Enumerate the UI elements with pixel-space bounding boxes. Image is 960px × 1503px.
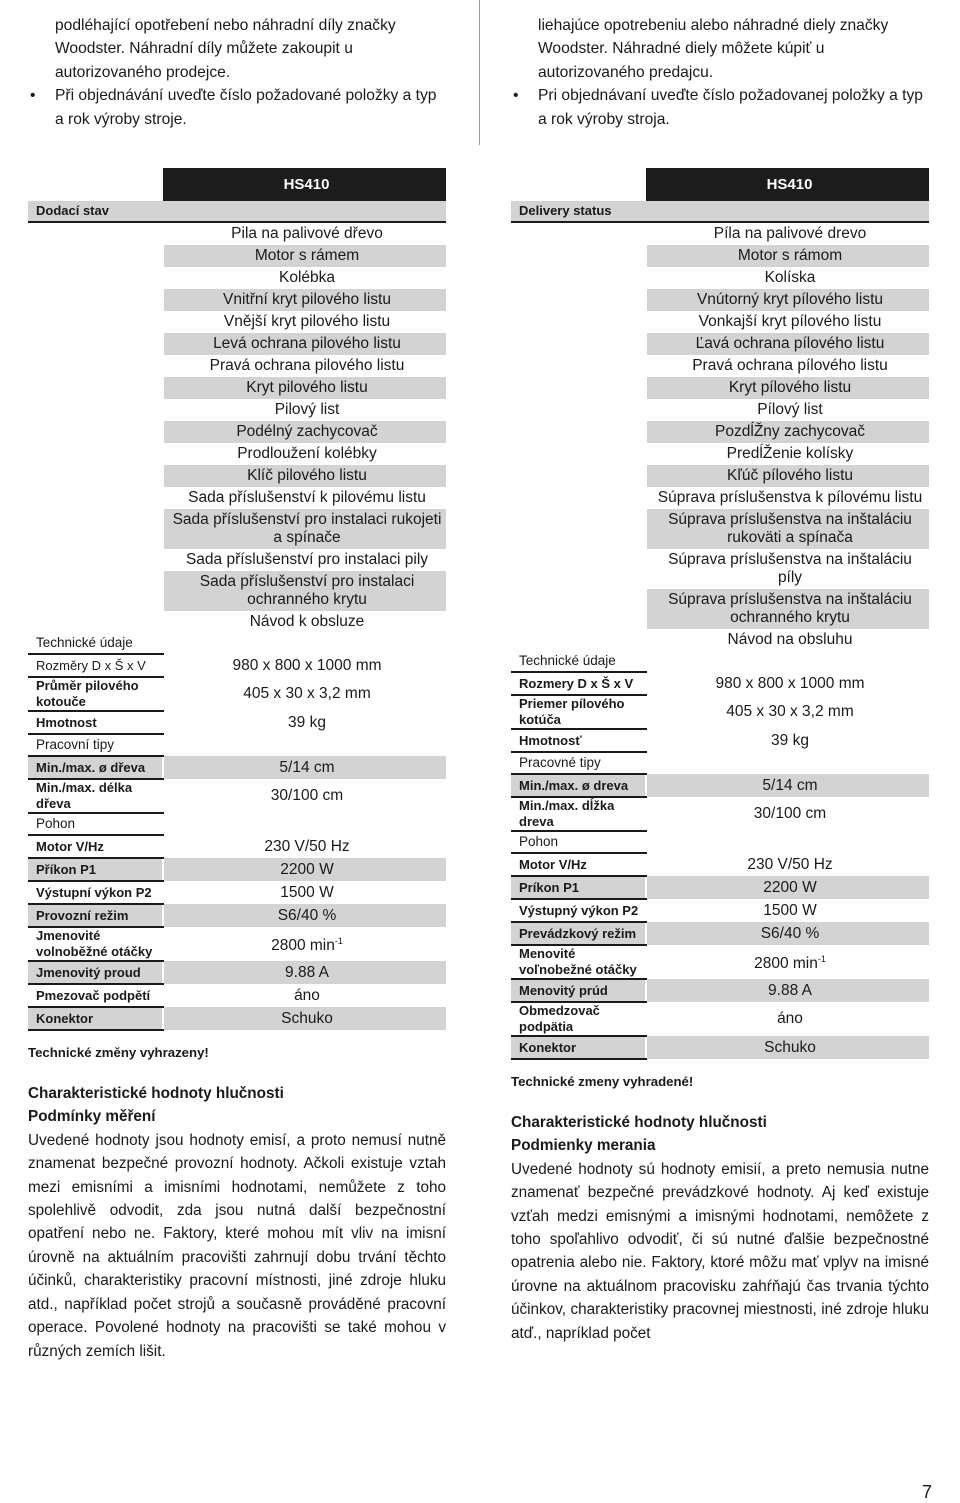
drive-label-value-spacer	[646, 831, 929, 853]
spec-table	[28, 168, 446, 1031]
delivery-item-row	[28, 421, 446, 443]
spec-table	[511, 168, 929, 1060]
spec-row	[511, 774, 929, 797]
delivery-spacer	[28, 289, 163, 311]
delivery-item: Podélný zachycovač	[163, 421, 446, 443]
delivery-item-row	[511, 245, 929, 267]
delivery-item: Návod na obsluhu	[646, 629, 929, 651]
table-header-row	[28, 168, 446, 201]
left-column	[28, 0, 446, 1363]
delivery-spacer	[511, 589, 646, 629]
spec-row	[28, 779, 446, 813]
delivery-item-row	[511, 222, 929, 245]
spec-value	[163, 711, 446, 734]
delivery-item: PozdĺŽny zachycovač	[646, 421, 929, 443]
delivery-item: Kolébka	[163, 267, 446, 289]
tech-label-row	[28, 633, 446, 654]
spec-label: Výstupní výkon P2	[28, 881, 163, 904]
delivery-item: Návod k obsluze	[163, 611, 446, 633]
delivery-item-row	[511, 377, 929, 399]
delivery-item-row	[28, 377, 446, 399]
delivery-item: Píla na palivové drevo	[646, 222, 929, 245]
delivery-item-row	[28, 487, 446, 509]
spec-value	[646, 729, 929, 752]
spec-label: Min./max. ø dřeva	[28, 756, 163, 779]
spec-value	[163, 927, 446, 961]
delivery-spacer	[28, 399, 163, 421]
delivery-item: PredĺŽenie kolísky	[646, 443, 929, 465]
spec-label: Konektor	[511, 1036, 646, 1059]
spec-value	[163, 835, 446, 858]
spec-value-text: 39 kg	[771, 731, 809, 749]
spec-row	[28, 711, 446, 734]
spec-value-text: 39 kg	[288, 713, 326, 731]
spec-value-text: 405 x 30 x 3,2 mm	[243, 685, 371, 703]
spec-label: Pmezovač podpětí	[28, 984, 163, 1007]
page-number: 7	[921, 1482, 932, 1502]
delivery-item: Vnitřní kryt pilového listu	[163, 289, 446, 311]
delivery-item-row	[28, 611, 446, 633]
delivery-item: Pila na palivové dřevo	[163, 222, 446, 245]
spec-row	[511, 853, 929, 876]
spec-label: Prevádzkový režim	[511, 922, 646, 945]
spec-label: Průměr pilového kotouče	[28, 677, 163, 711]
spec-label: Rozměry D x Š x V	[28, 654, 163, 677]
delivery-item-row	[511, 487, 929, 509]
section-subheading: Podmienky merania	[511, 1137, 656, 1155]
spec-value-sup: -1	[817, 954, 826, 965]
delivery-item: Motor s rámom	[646, 245, 929, 267]
spec-value	[646, 1036, 929, 1059]
spec-label: Príkon P1	[511, 876, 646, 899]
spec-value-text: 2200 W	[763, 878, 817, 896]
delivery-spacer	[511, 487, 646, 509]
spec-row	[28, 1007, 446, 1030]
spec-value	[646, 853, 929, 876]
drive-label-row	[28, 813, 446, 835]
drive-label-value-spacer	[163, 813, 446, 835]
delivery-item-row	[28, 245, 446, 267]
delivery-item-row	[511, 443, 929, 465]
delivery-item-row	[28, 443, 446, 465]
intro-continuation: liehajúce opotrebeniu alebo náhradné diely značky Woodster. Náhradné diely môžete kúpiť u autorizovaného predajcu.	[538, 17, 889, 81]
section-body: Uvedené hodnoty sú hodnoty emisií, a preto nemusia nutne znamenať bezpečné prevádzkové hodnoty. Aj keď existuje vzťah medzi emisnými a imisnými hodnotami, nemôžete z toho spoľahlivo odvodiť, či sú nutné ďalšie bezpečnostné opatrenia alebo nie. Faktory, ktoré môžu mať vplyv na imisné úrovne na aktuálnom pracovisku zahŕňajú čas trvania týchto účinkov, charakteristiky pracovnej miestnosti, iné zdroje hluku atď., napríklad počet	[511, 1160, 929, 1342]
spec-value-text: 230 V/50 Hz	[747, 855, 833, 873]
delivery-spacer	[511, 629, 646, 651]
spec-row	[511, 797, 929, 831]
delivery-spacer	[28, 377, 163, 399]
spec-row	[28, 677, 446, 711]
spec-row	[28, 756, 446, 779]
section-subheading: Podmínky měření	[28, 1108, 156, 1126]
delivery-item: Ľavá ochrana pílového listu	[646, 333, 929, 355]
delivery-item-row	[28, 549, 446, 571]
work-label-value-spacer	[163, 734, 446, 756]
spec-value	[163, 984, 446, 1007]
tech-label-row	[511, 651, 929, 672]
delivery-item: Súprava príslušenstva na inštaláciu píly	[646, 549, 929, 589]
spec-label: Příkon P1	[28, 858, 163, 881]
spec-value-text: 30/100 cm	[753, 805, 827, 823]
spec-row	[28, 927, 446, 961]
delivery-item-row	[28, 355, 446, 377]
delivery-spacer	[28, 333, 163, 355]
spec-value	[646, 774, 929, 797]
spec-label: Provozní režim	[28, 904, 163, 927]
work-label-row	[511, 752, 929, 774]
spec-value	[646, 979, 929, 1002]
delivery-item: Levá ochrana pilového listu	[163, 333, 446, 355]
section-heading: Charakteristické hodnoty hlučnosti	[28, 1085, 284, 1103]
drive-label: Pohon	[28, 813, 163, 835]
delivery-spacer	[511, 267, 646, 289]
delivery-spacer	[28, 311, 163, 333]
column-divider	[479, 0, 480, 145]
spec-row	[28, 881, 446, 904]
intro-text	[28, 0, 446, 131]
delivery-item-row	[511, 311, 929, 333]
delivery-item-row	[511, 399, 929, 421]
spec-label: Min./max. dĺžka dreva	[511, 797, 646, 831]
delivery-item: Pravá ochrana pilového listu	[163, 355, 446, 377]
spec-value-text: 980 x 800 x 1000 mm	[232, 656, 382, 674]
spec-value	[646, 922, 929, 945]
spec-value	[163, 881, 446, 904]
delivery-item: Kolíska	[646, 267, 929, 289]
delivery-spacer	[511, 245, 646, 267]
spec-value	[163, 961, 446, 984]
spec-row	[511, 1036, 929, 1059]
delivery-spacer	[28, 465, 163, 487]
delivery-spacer	[28, 355, 163, 377]
delivery-item: Súprava príslušenstva na inštaláciu rukoväti a spínača	[646, 509, 929, 549]
spec-value	[163, 904, 446, 927]
spec-value-text: 980 x 800 x 1000 mm	[715, 674, 865, 692]
intro-bullet: • Pri objednávaní uveďte číslo požadovanej položky a typ a rok výroby stroja.	[511, 84, 929, 131]
delivery-spacer	[511, 311, 646, 333]
delivery-item: Sada příslušenství k pilovému listu	[163, 487, 446, 509]
delivery-item-row	[511, 267, 929, 289]
delivery-item: Vnútorný kryt pílového listu	[646, 289, 929, 311]
delivery-header-row	[511, 201, 929, 222]
spec-value	[646, 695, 929, 729]
delivery-item: Sada příslušenství pro instalaci rukojeti a spínače	[163, 509, 446, 549]
drive-label: Pohon	[511, 831, 646, 853]
delivery-item: Kľúč pílového listu	[646, 465, 929, 487]
delivery-spacer	[511, 443, 646, 465]
delivery-spacer	[511, 355, 646, 377]
delivery-spacer	[511, 289, 646, 311]
spec-row	[511, 1002, 929, 1036]
spec-label: Jmenovitý proud	[28, 961, 163, 984]
spec-value	[646, 876, 929, 899]
spec-row	[28, 961, 446, 984]
spec-label: Obmedzovač podpätia	[511, 1002, 646, 1036]
delivery-label: Delivery status	[511, 201, 929, 222]
delivery-item-row	[28, 465, 446, 487]
header-spacer	[28, 168, 163, 201]
spec-value	[163, 1007, 446, 1030]
delivery-item: Vonkajší kryt pílového listu	[646, 311, 929, 333]
spec-value-text: 2800 min	[754, 955, 818, 973]
section-heading: Charakteristické hodnoty hlučnosti	[511, 1114, 767, 1132]
spec-label: Priemer pílového kotúča	[511, 695, 646, 729]
delivery-spacer	[28, 571, 163, 611]
delivery-item-row	[511, 333, 929, 355]
spec-value	[163, 677, 446, 711]
delivery-item: Pravá ochrana pílového listu	[646, 355, 929, 377]
noise-section	[28, 1082, 446, 1363]
delivery-label: Dodací stav	[28, 201, 446, 222]
delivery-item-row	[511, 355, 929, 377]
delivery-spacer	[28, 487, 163, 509]
delivery-item-row	[28, 333, 446, 355]
delivery-item: Kryt pílového listu	[646, 377, 929, 399]
spec-value-text: 230 V/50 Hz	[264, 837, 350, 855]
delivery-spacer	[28, 509, 163, 549]
delivery-spacer	[511, 549, 646, 589]
spec-label: Motor V/Hz	[511, 853, 646, 876]
delivery-item-row	[28, 399, 446, 421]
delivery-spacer	[511, 465, 646, 487]
delivery-spacer	[511, 399, 646, 421]
delivery-item: Kryt pilového listu	[163, 377, 446, 399]
spec-value-text: 405 x 30 x 3,2 mm	[726, 703, 854, 721]
tech-label: Technické údaje	[511, 651, 646, 672]
delivery-spacer	[28, 222, 163, 245]
delivery-item-row	[511, 289, 929, 311]
delivery-item-row	[511, 421, 929, 443]
spec-value-text: 30/100 cm	[270, 787, 344, 805]
spec-value-text: Schuko	[281, 1009, 333, 1027]
spec-row	[28, 904, 446, 927]
section-body: Uvedené hodnoty jsou hodnoty emisí, a proto nemusí nutně znamenat bezpečné provozní hodnoty. Ačkoli existuje vztah mezi emisními a imisními hodnotami, nemůžete z toho spolehlivě odvodit, zda jsou nutná další bezpečnostní opatření nebo ne. Faktory, které mohou mít vliv na imisní úrovně na aktuálním pracovišti zahrnují dobu trvání těchto účinků, charakteristiky pracovní místnosti, jiné zdroje hluku atd., například počet strojů a současně prováděné pracovní operace. Povolené hodnoty na pracovišti se také mohou v různých zemích lišit.	[28, 1131, 446, 1360]
delivery-item-row	[511, 509, 929, 549]
spec-row	[511, 945, 929, 979]
spec-value	[646, 797, 929, 831]
delivery-item: Vnější kryt pilového listu	[163, 311, 446, 333]
spec-label: Menovité voľnobežné otáčky	[511, 945, 646, 979]
spec-value-text: 1500 W	[280, 883, 334, 901]
spec-value-text: 1500 W	[763, 901, 817, 919]
delivery-item-row	[28, 289, 446, 311]
spec-label: Min./max. délka dřeva	[28, 779, 163, 813]
intro-continuation: podléhající opotřebení nebo náhradní díly značky Woodster. Náhradní díly můžete zakoupit u autorizovaného prodejce.	[55, 17, 396, 81]
spec-value	[163, 654, 446, 677]
delivery-item-row	[511, 589, 929, 629]
spec-value	[163, 756, 446, 779]
noise-section	[511, 1111, 929, 1345]
delivery-item: Sada příslušenství pro instalaci ochranného krytu	[163, 571, 446, 611]
delivery-spacer	[28, 267, 163, 289]
delivery-item: Motor s rámem	[163, 245, 446, 267]
delivery-header-row	[28, 201, 446, 222]
spec-row	[28, 858, 446, 881]
spec-row	[28, 984, 446, 1007]
delivery-item-row	[28, 222, 446, 245]
delivery-item: Pílový list	[646, 399, 929, 421]
spec-value-text: 5/14 cm	[279, 758, 335, 776]
spec-value	[163, 779, 446, 813]
delivery-item: Pilový list	[163, 399, 446, 421]
spec-value	[163, 858, 446, 881]
spec-value-sup: -1	[334, 936, 343, 947]
work-label: Pracovné tipy	[511, 752, 646, 774]
right-column	[511, 0, 929, 1345]
spec-label: Hmotnost	[28, 711, 163, 734]
table-header-row	[511, 168, 929, 201]
spec-label: Hmotnosť	[511, 729, 646, 752]
delivery-item: Klíč pilového listu	[163, 465, 446, 487]
table-model: HS410	[646, 168, 929, 201]
technical-note: Technické zmeny vyhradené!	[511, 1074, 694, 1090]
spec-row	[511, 899, 929, 922]
spec-row	[511, 876, 929, 899]
drive-label-row	[511, 831, 929, 853]
spec-row	[28, 654, 446, 677]
spec-label: Rozmery D x Š x V	[511, 672, 646, 695]
spec-row	[511, 695, 929, 729]
spec-value-text: 5/14 cm	[762, 776, 818, 794]
tech-label-value-spacer	[163, 633, 446, 654]
delivery-item-row	[511, 549, 929, 589]
spec-label: Min./max. ø dreva	[511, 774, 646, 797]
spec-label: Výstupný výkon P2	[511, 899, 646, 922]
table-model: HS410	[163, 168, 446, 201]
delivery-item: Sada příslušenství pro instalaci pily	[163, 549, 446, 571]
spec-label: Konektor	[28, 1007, 163, 1030]
spec-row	[511, 729, 929, 752]
spec-value-text: áno	[294, 986, 320, 1004]
spec-value	[646, 899, 929, 922]
delivery-spacer	[28, 421, 163, 443]
delivery-item-row	[511, 465, 929, 487]
spec-value-text: áno	[777, 1010, 803, 1028]
delivery-item: Súprava príslušenstva k pílovému listu	[646, 487, 929, 509]
spec-value-text: S6/40 %	[760, 924, 820, 942]
delivery-spacer	[511, 509, 646, 549]
delivery-item-row	[28, 509, 446, 549]
tech-label: Technické údaje	[28, 633, 163, 654]
technical-note: Technické změny vyhrazeny!	[28, 1045, 209, 1061]
spec-label: Jmenovité volnoběžné otáčky	[28, 927, 163, 961]
spec-row	[511, 922, 929, 945]
spec-value	[646, 1002, 929, 1036]
delivery-item: Prodloužení kolébky	[163, 443, 446, 465]
spec-value-text: 2200 W	[280, 860, 334, 878]
delivery-spacer	[511, 333, 646, 355]
spec-label: Menovitý prúd	[511, 979, 646, 1002]
work-label: Pracovní tipy	[28, 734, 163, 756]
delivery-spacer	[28, 443, 163, 465]
delivery-item: Súprava príslušenstva na inštaláciu ochranného krytu	[646, 589, 929, 629]
work-label-value-spacer	[646, 752, 929, 774]
spec-label: Motor V/Hz	[28, 835, 163, 858]
delivery-item-row	[511, 629, 929, 651]
spec-value-text: 9.88 A	[768, 981, 812, 999]
spec-value-text: 9.88 A	[285, 963, 329, 981]
spec-value	[646, 945, 929, 979]
intro-text	[511, 0, 929, 131]
header-spacer	[511, 168, 646, 201]
spec-row	[28, 835, 446, 858]
spec-row	[511, 672, 929, 695]
delivery-spacer	[28, 245, 163, 267]
spec-value-text: Schuko	[764, 1038, 816, 1056]
work-label-row	[28, 734, 446, 756]
delivery-spacer	[28, 611, 163, 633]
spec-value-text: S6/40 %	[277, 906, 337, 924]
spec-value	[646, 672, 929, 695]
spec-row	[511, 979, 929, 1002]
delivery-item-row	[28, 311, 446, 333]
delivery-spacer	[511, 222, 646, 245]
delivery-item-row	[28, 571, 446, 611]
tech-label-value-spacer	[646, 651, 929, 672]
spec-value-text: 2800 min	[271, 937, 335, 955]
delivery-spacer	[511, 377, 646, 399]
delivery-spacer	[511, 421, 646, 443]
delivery-spacer	[28, 549, 163, 571]
intro-bullet: • Při objednávání uveďte číslo požadované položky a typ a rok výroby stroje.	[28, 84, 446, 131]
delivery-item-row	[28, 267, 446, 289]
